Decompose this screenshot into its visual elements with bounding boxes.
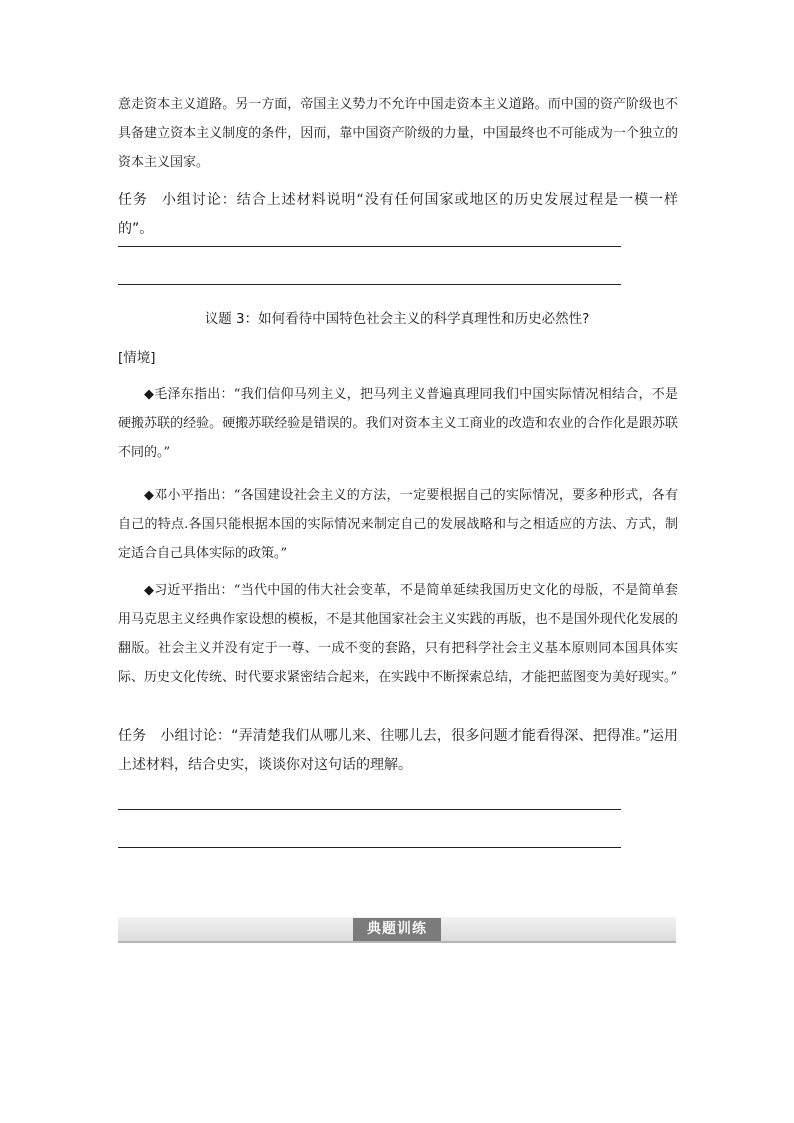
task-1-label: 任务 [118, 192, 148, 208]
task-2 [118, 722, 678, 780]
intro-paragraph: 意走资本主义道路。另一方面，帝国主义势力不允许中国走资本主义道路。而中国的资产阶级也不具备建立资本主义制度的条件，因而，靠中国资产阶级的力量，中国最终也不可能成为一个独立的资本主义国家。 [118, 97, 678, 170]
task-2-text: 小组讨论：“弄清楚我们从哪儿来、往哪儿去，很多问题才能看得深、把得准。”运用上述材料，结合史实，谈谈你对这句话的理解。 [118, 728, 678, 773]
answer-line-4[interactable] [118, 847, 621, 848]
situation-label: [情境] [118, 350, 156, 366]
task-2-label: 任务 [118, 728, 147, 744]
section-banner-label: 典题训练 [353, 918, 441, 941]
task-1-text: 小组讨论：结合上述材料说明“没有任何国家或地区的历史发展过程是一模一样的”。 [118, 192, 678, 237]
answer-line-2[interactable] [118, 284, 621, 285]
quote-xi: ◆习近平指出：“当代中国的伟大社会变革，不是简单延续我国历史文化的母版，不是简单套用马克思主义经典作家设想的模板，不是其他国家社会主义实践的再版，也不是国外现代化发展的翻版。社会主义并没有定于一尊、一成不变的套路，只有把科学社会主义基本原则同本国具体实际、历史文化传统、时代要求紧密结合起来，在实践中不断探索总结，才能把蓝图变为美好现实。” [118, 583, 678, 685]
topic-3-title: 议题 3：如何看待中国特色社会主义的科学真理性和历史必然性? [204, 311, 590, 327]
quote-mao: ◆毛泽东指出：“我们信仰马列主义，把马列主义普遍真理同我们中国实际情况相结合，不是硬搬苏联的经验。硬搬苏联经验是错误的。我们对资本主义工商业的改造和农业的合作化是跟苏联不同的。” [118, 387, 678, 460]
quote-deng: ◆邓小平指出：“各国建设社会主义的方法，一定要根据自己的实际情况，要多种形式，各有自己的特点.各国只能根据本国的实际情况来制定自己的发展战略和与之相适应的方法、方式，制定适合自己具体实际的政策。” [118, 488, 678, 561]
answer-line-3[interactable] [118, 809, 621, 810]
answer-line-1[interactable] [118, 246, 621, 247]
section-banner [118, 917, 676, 943]
task-1 [118, 186, 678, 244]
